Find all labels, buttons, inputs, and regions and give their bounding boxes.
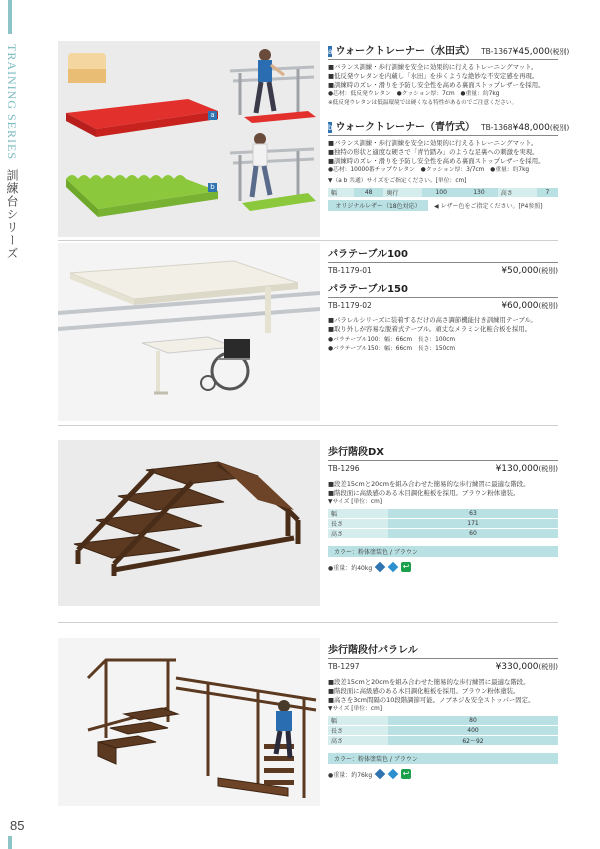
product-sub-row: [328, 662, 558, 672]
return-icon: [401, 562, 411, 572]
size-note: ▼サイズ [単位：cm]: [328, 499, 382, 505]
size-cell: 48: [354, 188, 383, 198]
product-name: 歩行階段付パラレル: [328, 641, 558, 659]
product-sub-row-100: [328, 266, 558, 276]
product-name-150: パラテーブル150: [328, 280, 558, 298]
photo-label-a: a: [208, 111, 217, 120]
series-title-jp: 訓練台シリーズ: [5, 168, 19, 260]
feature-line: ■階段面に高級感のある木目調化粧板を採用。ブラウン粉体塗装。: [328, 687, 520, 695]
color-bar: カラー：粉体塗装色 / ブラウン: [328, 546, 558, 557]
weight-text: ●重量：約40kg: [328, 564, 373, 572]
size-label: 長さ: [328, 519, 388, 529]
product-price-150: ¥60,000(税別): [501, 301, 558, 311]
feature-line: ■独特の形状と適度な硬さで「青竹踏み」のような足裏への刺激を実現。: [328, 148, 539, 156]
size-cell: 幅: [328, 188, 354, 198]
feature-line: ■バランス訓練・歩行訓練を安全に効果的に行えるトレーニングマット。: [328, 63, 538, 71]
page-number-accent: [8, 836, 12, 849]
product-spec: ●芯材：低反発ウレタン ●クッション厚：7cm ●重量：約7kg: [328, 91, 500, 97]
product-para-table: [328, 245, 558, 354]
size-cell: 7: [537, 188, 558, 198]
product-price: ¥330,000(税別): [495, 662, 558, 672]
size-label: 高さ: [328, 736, 388, 746]
series-sidebar: [0, 0, 30, 849]
product-price: ¥48,000(税別): [512, 123, 570, 133]
color-note: ◀ レザー色をご指定ください。[P4参照]: [434, 203, 543, 210]
weight-row: [328, 769, 558, 779]
product-badge: b: [328, 123, 333, 132]
size-value: 60: [388, 529, 558, 539]
photo-label-b: b: [208, 183, 217, 192]
size-label: 高さ: [328, 529, 388, 539]
product-walk-trainer-aotake: [328, 118, 570, 211]
product-name: ウォークトレーナー（青竹式）: [335, 122, 476, 133]
product-sub-row: [328, 464, 558, 474]
size-value: 80: [388, 716, 558, 726]
size-row: [328, 529, 558, 539]
section-divider: [58, 622, 558, 623]
feature-line: ■取り外しが容易な脱着式テーブル。頑丈なメラミン化粧合板を採用。: [328, 325, 532, 333]
size-row: [328, 519, 558, 529]
series-vertical-title: [4, 44, 21, 260]
product-name-100: パラテーブル100: [328, 245, 558, 263]
size-table: [328, 716, 558, 746]
product-price-100: ¥50,000(税別): [501, 266, 558, 276]
product-walking-stairs-dx: [328, 443, 558, 572]
size-label: 長さ: [328, 726, 388, 736]
size-table: [328, 509, 558, 539]
product-title-row: [328, 42, 570, 60]
size-note: ▼サイズ [単位：cm]: [328, 706, 382, 712]
product-price: ¥130,000(税別): [495, 464, 558, 474]
product-note: ※低反発ウレタンは低温環境では硬くなる特性があるのでご注意ください。: [328, 100, 518, 106]
product-price: ¥45,000(税別): [512, 47, 570, 57]
size-value: 171: [388, 519, 558, 529]
size-value: 400: [388, 726, 558, 736]
product-code: TB-1368: [481, 123, 513, 132]
size-value: 62〜92: [388, 736, 558, 746]
size-cell: 高さ: [498, 188, 537, 198]
size-label: 幅: [328, 509, 388, 519]
product-stairs-parallel: [328, 641, 558, 779]
size-cell: 奥行: [383, 188, 422, 198]
product-code-100: TB-1179-01: [328, 266, 372, 275]
product-code-150: TB-1179-02: [328, 301, 372, 310]
product-features: [328, 139, 558, 166]
size-row: [328, 726, 558, 736]
color-label: オリジナルレザー（18色対応）: [328, 200, 428, 211]
product-badge: a: [328, 47, 333, 56]
product-spec: ●芯材：10000番チップウレタン ●クッション厚：3/7cm ●重量：約7kg: [328, 167, 530, 173]
size-table: [328, 188, 558, 198]
product-spec-100: ●パラテーブル100：幅：66cm 長さ：100cm: [328, 337, 456, 343]
feature-line: ■段差15cmと20cmを組み合わせた簡易的な歩行練習に最適な階段。: [328, 678, 530, 686]
series-title-en: TRAINING SERIES: [5, 44, 19, 160]
color-bar: カラー：粉体塗装色 / ブラウン: [328, 753, 558, 764]
product-title-row: [328, 118, 570, 136]
feature-line: ■階段面に高級感のある木目調化粧板を採用。ブラウン粉体塗装。: [328, 489, 520, 497]
product-features: [328, 480, 558, 498]
walking-stairs-dx-photo: [58, 440, 320, 606]
feature-line: ■訓練時のズレ・滑りを予防し安全性を高める裏面ストップレザーを採用。: [328, 81, 545, 89]
product-features: [328, 63, 558, 90]
walk-trainer-photo: [58, 41, 320, 237]
size-label: 幅: [328, 716, 388, 726]
color-row: [328, 200, 558, 211]
product-code: TB-1367: [481, 47, 513, 56]
size-row: [328, 716, 558, 726]
weight-row: [328, 562, 558, 572]
size-row: [328, 736, 558, 746]
page-number: 85: [10, 818, 25, 833]
weight-text: ●重量：約76kg: [328, 771, 373, 779]
assembly-icon: [388, 769, 399, 780]
product-name: ウォークトレーナー（水田式）: [335, 46, 476, 57]
product-code: TB-1296: [328, 464, 360, 473]
assembly-icon: [375, 562, 386, 573]
size-note: ▼（a b 共通）サイズをご指定ください。[単位：cm]: [328, 178, 467, 184]
product-code: TB-1297: [328, 662, 360, 671]
stairs-parallel-photo: [58, 638, 320, 806]
feature-line: ■段差15cmと20cmを組み合わせた簡易的な歩行練習に最適な階段。: [328, 480, 530, 488]
feature-line: ■バランス訓練・歩行訓練を安全に効果的に行えるトレーニングマット。: [328, 139, 538, 147]
feature-line: ■パラレルシリーズに装着するだけの高さ調節機能付き訓練用テーブル。: [328, 316, 537, 324]
sidebar-accent-bar: [8, 0, 12, 34]
size-cell: 100: [422, 188, 460, 198]
feature-line: ■訓練時のズレ・滑りを予防し安全性を高める裏面ストップレザーを採用。: [328, 157, 545, 165]
size-value: 63: [388, 509, 558, 519]
assembly-icon: [375, 769, 386, 780]
return-icon: [401, 769, 411, 779]
product-features: [328, 678, 558, 705]
product-sub-row-150: [328, 301, 558, 311]
product-features: [328, 316, 558, 334]
feature-line: ■高さを3cm間隔の10段階調節可能。ノブネジ＆安全ストッパー固定。: [328, 696, 535, 704]
assembly-icon: [388, 562, 399, 573]
size-row: [328, 509, 558, 519]
product-walk-trainer-suiden: [328, 42, 570, 107]
section-divider: [58, 240, 558, 241]
feature-line: ■低反発ウレタンを内蔵し「水田」を歩くような絶妙な不安定感を再現。: [328, 72, 539, 80]
section-divider: [58, 425, 558, 426]
para-table-photo: [58, 243, 320, 421]
size-cell: 130: [460, 188, 498, 198]
product-name: 歩行階段DX: [328, 443, 558, 461]
product-spec-150: ●パラテーブル150：幅：66cm 長さ：150cm: [328, 346, 456, 352]
